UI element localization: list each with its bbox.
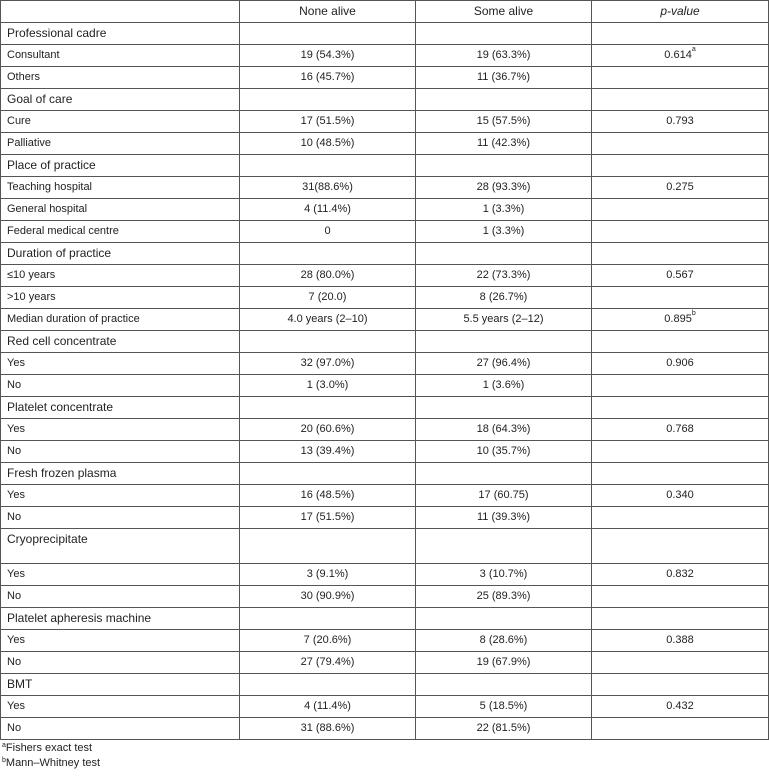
table-row xyxy=(1,441,769,463)
row-label: No xyxy=(1,441,240,463)
empty-cell xyxy=(240,674,416,696)
none-alive-cell: 4 (11.4%) xyxy=(240,696,416,718)
empty-cell xyxy=(416,608,592,630)
header-p-value: p-value xyxy=(592,1,769,23)
p-value-cell: 0.340 xyxy=(592,485,769,507)
table-row xyxy=(1,199,769,221)
some-alive-cell: 28 (93.3%) xyxy=(416,177,592,199)
p-value-cell xyxy=(592,652,769,674)
empty-cell xyxy=(592,397,769,419)
some-alive-cell: 11 (39.3%) xyxy=(416,507,592,529)
some-alive-cell: 22 (73.3%) xyxy=(416,265,592,287)
none-alive-cell: 10 (48.5%) xyxy=(240,133,416,155)
none-alive-cell: 0 xyxy=(240,221,416,243)
p-value-cell: 0.832 xyxy=(592,564,769,586)
p-value-cell xyxy=(592,67,769,89)
row-label: No xyxy=(1,375,240,397)
none-alive-cell: 19 (54.3%) xyxy=(240,45,416,67)
footnote-text: Fishers exact test xyxy=(5,742,93,754)
none-alive-cell: 16 (48.5%) xyxy=(240,485,416,507)
some-alive-cell: 10 (35.7%) xyxy=(416,441,592,463)
footnote-mark: b xyxy=(2,757,6,764)
p-value-cell xyxy=(592,309,769,331)
empty-cell xyxy=(592,608,769,630)
empty-cell xyxy=(416,155,592,177)
table-row xyxy=(1,309,769,331)
p-value-cell xyxy=(592,375,769,397)
none-alive-cell: 32 (97.0%) xyxy=(240,353,416,375)
none-alive-cell: 20 (60.6%) xyxy=(240,419,416,441)
p-value-cell xyxy=(592,718,769,740)
row-label: Teaching hospital xyxy=(1,177,240,199)
none-alive-cell: 17 (51.5%) xyxy=(240,111,416,133)
some-alive-cell: 25 (89.3%) xyxy=(416,586,592,608)
empty-cell xyxy=(416,243,592,265)
p-value-cell xyxy=(592,287,769,309)
footnote-text: Mann–Whitney test xyxy=(5,757,101,769)
empty-cell xyxy=(240,608,416,630)
footnote xyxy=(0,756,769,770)
header-some-alive: Some alive xyxy=(416,1,592,23)
table-row xyxy=(1,652,769,674)
table-row xyxy=(1,507,769,529)
none-alive-cell: 4.0 years (2–10) xyxy=(240,309,416,331)
none-alive-cell: 27 (79.4%) xyxy=(240,652,416,674)
empty-cell xyxy=(592,243,769,265)
section-label: Platelet apheresis machine xyxy=(1,608,240,630)
some-alive-cell: 15 (57.5%) xyxy=(416,111,592,133)
table-row xyxy=(1,419,769,441)
empty-cell xyxy=(592,463,769,485)
section-row xyxy=(1,243,769,265)
table-row xyxy=(1,111,769,133)
p-value-cell xyxy=(592,199,769,221)
section-label: Cryoprecipitate xyxy=(1,529,240,564)
table-row xyxy=(1,287,769,309)
header-row xyxy=(1,1,769,23)
section-row xyxy=(1,331,769,353)
p-value-cell: 0.768 xyxy=(592,419,769,441)
some-alive-cell: 22 (81.5%) xyxy=(416,718,592,740)
some-alive-cell: 3 (10.7%) xyxy=(416,564,592,586)
table-row xyxy=(1,586,769,608)
row-label: Yes xyxy=(1,419,240,441)
p-value-cell xyxy=(592,45,769,67)
some-alive-cell: 1 (3.6%) xyxy=(416,375,592,397)
row-label: Others xyxy=(1,67,240,89)
table-row xyxy=(1,353,769,375)
empty-cell xyxy=(416,331,592,353)
table-row xyxy=(1,564,769,586)
section-row xyxy=(1,23,769,45)
section-label: Fresh frozen plasma xyxy=(1,463,240,485)
none-alive-cell: 3 (9.1%) xyxy=(240,564,416,586)
section-label: BMT xyxy=(1,674,240,696)
p-value-cell xyxy=(592,586,769,608)
none-alive-cell: 1 (3.0%) xyxy=(240,375,416,397)
footnote-mark: a xyxy=(2,742,6,749)
none-alive-cell: 31(88.6%) xyxy=(240,177,416,199)
some-alive-cell: 19 (67.9%) xyxy=(416,652,592,674)
row-label: Yes xyxy=(1,630,240,652)
some-alive-cell: 11 (36.7%) xyxy=(416,67,592,89)
row-label: Yes xyxy=(1,353,240,375)
none-alive-cell: 7 (20.6%) xyxy=(240,630,416,652)
header-label-col xyxy=(1,1,240,23)
section-row xyxy=(1,155,769,177)
table-row xyxy=(1,375,769,397)
section-row xyxy=(1,89,769,111)
footnote-marker: a xyxy=(691,46,696,53)
section-label: Place of practice xyxy=(1,155,240,177)
empty-cell xyxy=(592,529,769,564)
table-row xyxy=(1,67,769,89)
row-label: Consultant xyxy=(1,45,240,67)
empty-cell xyxy=(416,23,592,45)
header-none-alive: None alive xyxy=(240,1,416,23)
row-label: No xyxy=(1,586,240,608)
footnotes xyxy=(0,741,769,770)
p-value-cell xyxy=(592,441,769,463)
empty-cell xyxy=(416,397,592,419)
empty-cell xyxy=(240,89,416,111)
section-row xyxy=(1,529,769,564)
some-alive-cell: 1 (3.3%) xyxy=(416,199,592,221)
row-label: No xyxy=(1,718,240,740)
p-value-cell xyxy=(592,221,769,243)
section-label: Goal of care xyxy=(1,89,240,111)
p-value-cell: 0.275 xyxy=(592,177,769,199)
table-row xyxy=(1,45,769,67)
row-label: Yes xyxy=(1,696,240,718)
footnote-marker: b xyxy=(691,310,696,317)
some-alive-cell: 8 (26.7%) xyxy=(416,287,592,309)
table-row xyxy=(1,718,769,740)
row-label: Yes xyxy=(1,564,240,586)
p-value-cell xyxy=(592,507,769,529)
table-row xyxy=(1,630,769,652)
none-alive-cell: 31 (88.6%) xyxy=(240,718,416,740)
some-alive-cell: 11 (42.3%) xyxy=(416,133,592,155)
row-label: No xyxy=(1,507,240,529)
section-row xyxy=(1,674,769,696)
row-label: ≤10 years xyxy=(1,265,240,287)
row-label: Cure xyxy=(1,111,240,133)
some-alive-cell: 1 (3.3%) xyxy=(416,221,592,243)
empty-cell xyxy=(240,155,416,177)
p-value-cell: 0.793 xyxy=(592,111,769,133)
none-alive-cell: 28 (80.0%) xyxy=(240,265,416,287)
none-alive-cell: 16 (45.7%) xyxy=(240,67,416,89)
empty-cell xyxy=(416,89,592,111)
table-row xyxy=(1,265,769,287)
empty-cell xyxy=(592,89,769,111)
some-alive-cell: 17 (60.75) xyxy=(416,485,592,507)
p-value-cell: 0.432 xyxy=(592,696,769,718)
row-label: Yes xyxy=(1,485,240,507)
none-alive-cell: 13 (39.4%) xyxy=(240,441,416,463)
empty-cell xyxy=(416,674,592,696)
empty-cell xyxy=(240,23,416,45)
section-row xyxy=(1,608,769,630)
empty-cell xyxy=(240,397,416,419)
section-label: Platelet concentrate xyxy=(1,397,240,419)
table-row xyxy=(1,221,769,243)
empty-cell xyxy=(592,155,769,177)
table-row xyxy=(1,133,769,155)
some-alive-cell: 18 (64.3%) xyxy=(416,419,592,441)
section-row xyxy=(1,397,769,419)
empty-cell xyxy=(592,674,769,696)
none-alive-cell: 4 (11.4%) xyxy=(240,199,416,221)
row-label: General hospital xyxy=(1,199,240,221)
some-alive-cell: 5.5 years (2–12) xyxy=(416,309,592,331)
row-label: Median duration of practice xyxy=(1,309,240,331)
some-alive-cell: 5 (18.5%) xyxy=(416,696,592,718)
table-body xyxy=(1,23,769,740)
none-alive-cell: 7 (20.0) xyxy=(240,287,416,309)
table-row xyxy=(1,177,769,199)
empty-cell xyxy=(592,23,769,45)
empty-cell xyxy=(240,463,416,485)
p-value-cell xyxy=(592,133,769,155)
some-alive-cell: 27 (96.4%) xyxy=(416,353,592,375)
p-value-cell: 0.906 xyxy=(592,353,769,375)
p-value-cell: 0.567 xyxy=(592,265,769,287)
section-label: Duration of practice xyxy=(1,243,240,265)
table-row xyxy=(1,696,769,718)
some-alive-cell: 8 (28.6%) xyxy=(416,630,592,652)
footnote xyxy=(0,741,769,755)
empty-cell xyxy=(240,529,416,564)
p-value-cell: 0.388 xyxy=(592,630,769,652)
none-alive-cell: 30 (90.9%) xyxy=(240,586,416,608)
empty-cell xyxy=(240,243,416,265)
empty-cell xyxy=(416,463,592,485)
row-label: >10 years xyxy=(1,287,240,309)
empty-cell xyxy=(592,331,769,353)
row-label: Palliative xyxy=(1,133,240,155)
p-value-text: 0.614 xyxy=(664,49,692,61)
section-row xyxy=(1,463,769,485)
row-label: Federal medical centre xyxy=(1,221,240,243)
some-alive-cell: 19 (63.3%) xyxy=(416,45,592,67)
empty-cell xyxy=(240,331,416,353)
none-alive-cell: 17 (51.5%) xyxy=(240,507,416,529)
p-value-text: 0.895 xyxy=(664,313,692,325)
section-label: Professional cadre xyxy=(1,23,240,45)
section-label: Red cell concentrate xyxy=(1,331,240,353)
table-row xyxy=(1,485,769,507)
row-label: No xyxy=(1,652,240,674)
empty-cell xyxy=(416,529,592,564)
